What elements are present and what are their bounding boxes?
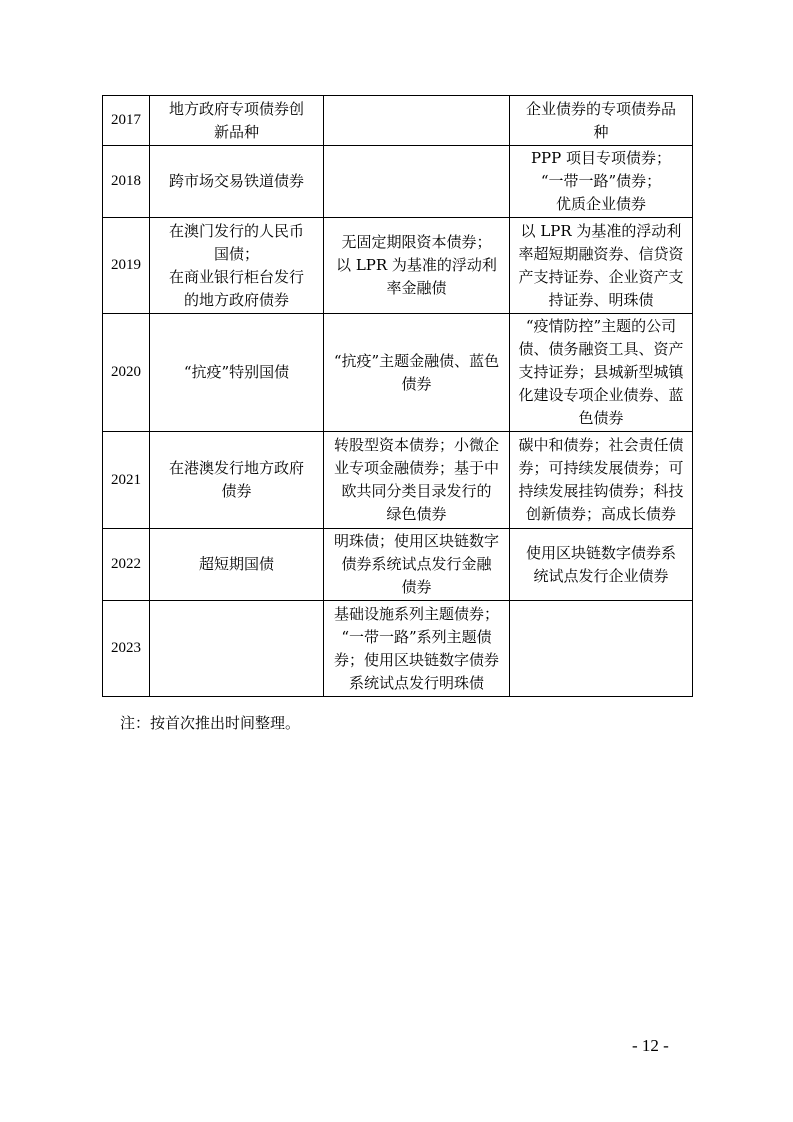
year-cell: 2018 [103, 146, 150, 218]
table-row [103, 314, 693, 432]
bond-innovation-table [102, 95, 693, 697]
national-bond-cell [150, 314, 324, 432]
national-bond-cell [150, 601, 324, 697]
cell-text-line: 跨市场交易铁道债券 [168, 172, 304, 190]
financial-bond-cell [324, 96, 510, 146]
cell-text-line: 使用区块链数字债券系 [525, 543, 676, 562]
cell-text-line: 债券 [401, 374, 432, 393]
cell-text-line: 企业债券的专项债券品 [525, 99, 676, 118]
financial-bond-cell [324, 218, 510, 314]
cell-text-line: 新品种 [213, 122, 259, 141]
cell-text-line: 欧共同分类目录发行的 [341, 482, 492, 500]
cell-text-line: “一带一路”债券； [540, 172, 662, 190]
table-row [103, 529, 693, 601]
cell-text-line: 的地方政府债券 [183, 290, 289, 309]
cell-text-line: 明珠债；使用区块链数字 [333, 532, 499, 550]
national-bond-cell [150, 96, 324, 146]
table-row [103, 601, 693, 697]
cell-text-line: 种 [593, 122, 609, 141]
cell-text-line: “疫情防控”主题的公司 [525, 317, 677, 335]
cell-text-line: 碳中和债券；社会责任债 [518, 436, 684, 454]
cell-text-line: 在港澳发行地方政府 [168, 459, 304, 477]
table-row [103, 146, 693, 218]
cell-text-line: 持续发展挂钩债券；科技 [518, 482, 684, 500]
national-bond-cell [150, 218, 324, 314]
enterprise-bond-cell [510, 96, 693, 146]
year-cell: 2017 [103, 96, 150, 146]
table-note: 注：按首次推出时间整理。 [120, 714, 301, 732]
table-row [103, 96, 693, 146]
financial-bond-cell [324, 314, 510, 432]
enterprise-bond-cell [510, 146, 693, 218]
cell-text-line: 优质企业债券 [555, 195, 646, 213]
cell-text-line: 绿色债券 [386, 505, 447, 523]
cell-text-line: 率超短期融资券、信贷资 [518, 244, 684, 263]
cell-text-line: 券；可持续发展债券；可 [518, 459, 684, 477]
national-bond-cell [150, 146, 324, 218]
enterprise-bond-cell [510, 601, 693, 697]
cell-text-line: 基础设施系列主题债券； [333, 604, 499, 623]
cell-text-line: 地方政府专项债券创 [168, 99, 304, 118]
financial-bond-cell [324, 529, 510, 601]
national-bond-cell [150, 432, 324, 529]
table-row [103, 218, 693, 314]
year-cell: 2021 [103, 432, 150, 529]
cell-text-line: 在商业银行柜台发行 [168, 267, 304, 286]
cell-text-line: 债券系统试点发行金融 [341, 555, 492, 573]
enterprise-bond-cell [510, 432, 693, 529]
cell-text-line: 债、债务融资工具、资产 [518, 340, 684, 358]
cell-text-line: 色债券 [578, 409, 624, 427]
page-number: - 12 - [632, 1036, 669, 1055]
cell-text-line: 创新债券；高成长债券 [525, 505, 676, 523]
cell-text-line: “一带一路”系列主题债 [341, 627, 492, 646]
cell-text-line: 系统试点发行明珠债 [348, 673, 484, 692]
cell-text-line: 以 LPR 为基准的浮动利 [520, 221, 682, 240]
enterprise-bond-cell [510, 218, 693, 314]
cell-text-line: 国债； [213, 244, 259, 263]
enterprise-bond-cell [510, 529, 693, 601]
cell-text-line: 化建设专项企业债券、蓝 [518, 386, 684, 404]
year-cell: 2023 [103, 601, 150, 697]
cell-text-line: 率金融债 [386, 279, 447, 297]
cell-text-line: 转股型资本债券；小微企 [333, 436, 499, 454]
cell-text-line: 以 LPR 为基准的浮动利 [336, 256, 497, 274]
year-cell: 2020 [103, 314, 150, 432]
cell-text-line: 业专项金融债券；基于中 [333, 459, 499, 477]
cell-text-line: 持证券、明珠债 [548, 290, 654, 309]
cell-text-line: 券；使用区块链数字债券 [333, 650, 499, 669]
year-cell: 2022 [103, 529, 150, 601]
financial-bond-cell [324, 146, 510, 218]
enterprise-bond-cell [510, 314, 693, 432]
financial-bond-cell [324, 601, 510, 697]
cell-text-line: 无固定期限资本债券； [341, 233, 492, 251]
financial-bond-cell [324, 432, 510, 529]
cell-text-line: 债券 [401, 578, 432, 596]
cell-text-line: PPP 项目专项债券； [530, 149, 672, 167]
cell-text-line: 超短期国债 [198, 555, 274, 573]
year-cell: 2019 [103, 218, 150, 314]
cell-text-line: 债券 [221, 482, 252, 500]
table-row [103, 432, 693, 529]
cell-text-line: 统试点发行企业债券 [533, 566, 669, 585]
cell-text-line: 产支持证券、企业资产支 [518, 267, 684, 286]
table-body [103, 96, 693, 697]
national-bond-cell [150, 529, 324, 601]
cell-text-line: 在澳门发行的人民币 [168, 221, 304, 240]
cell-text-line: “抗疫”主题金融债、蓝色 [333, 351, 500, 370]
cell-text-line: “抗疫”特别国债 [183, 363, 290, 381]
cell-text-line: 支持证券；县城新型城镇 [518, 363, 684, 381]
